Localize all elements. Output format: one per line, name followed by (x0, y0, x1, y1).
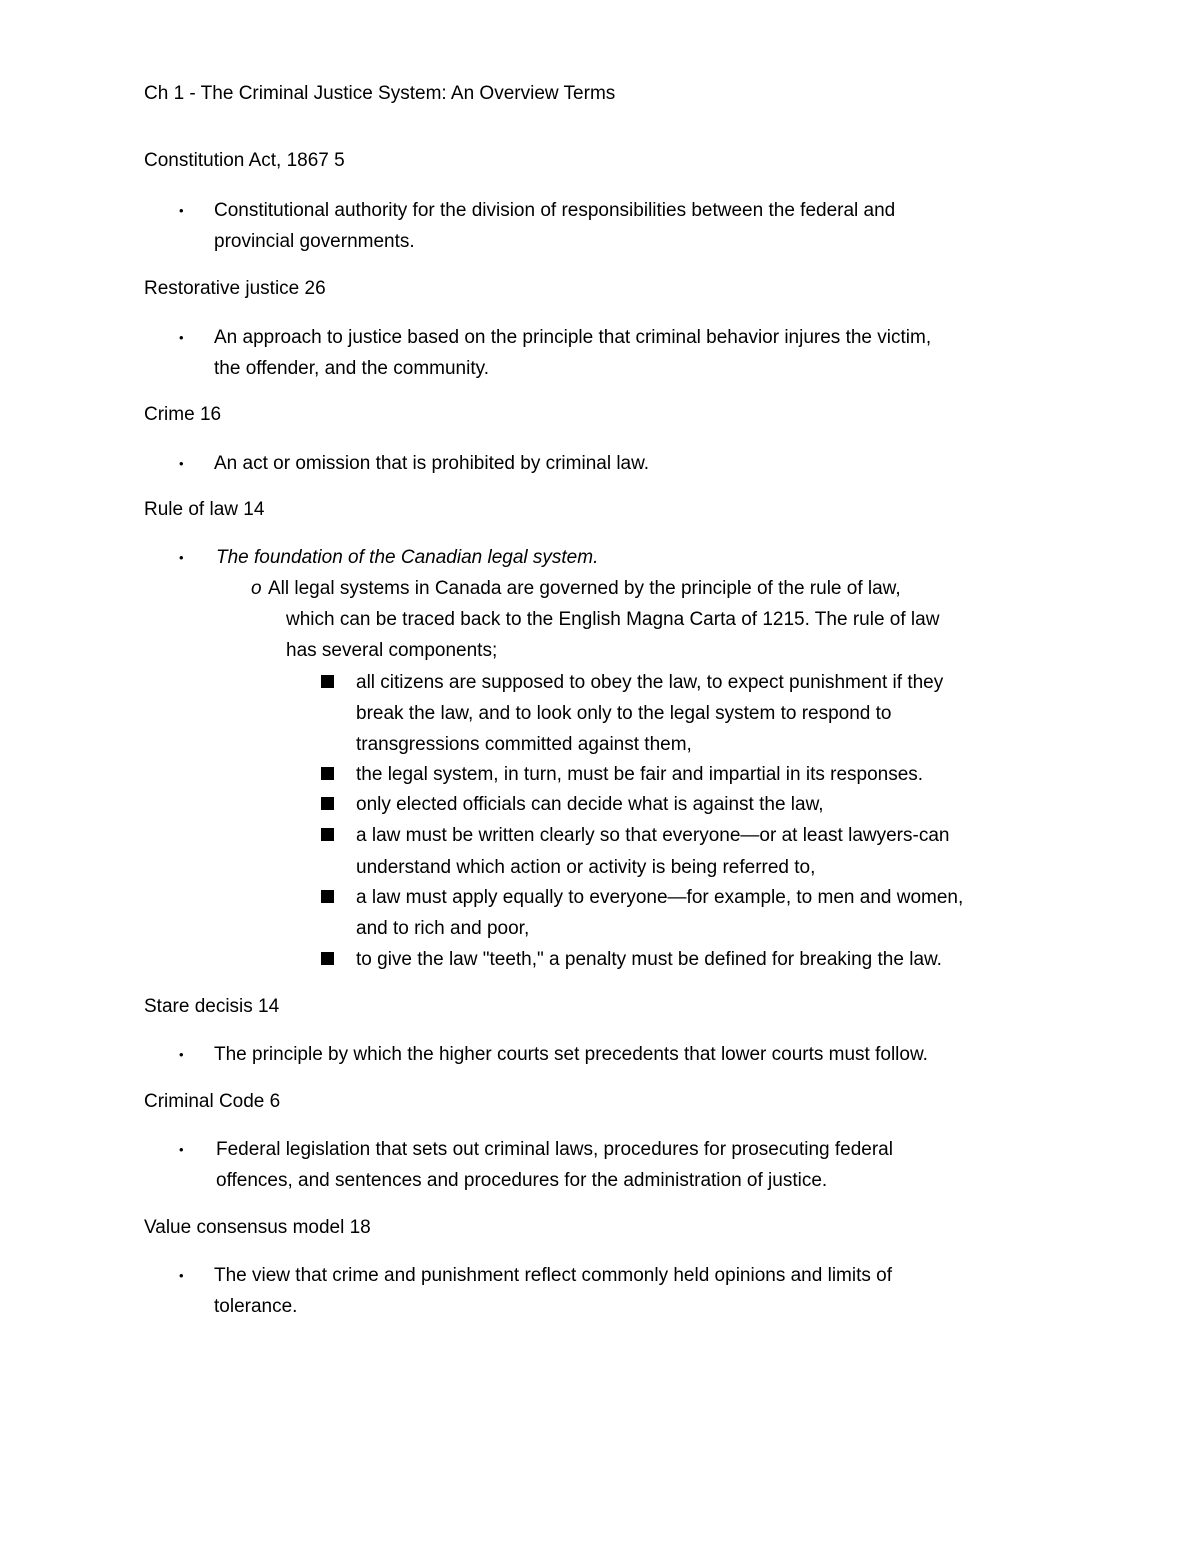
term-heading: Restorative justice 26 (144, 278, 326, 299)
term-definition-line: An act or omission that is prohibited by criminal law. (214, 453, 650, 474)
term-definition-line: Federal legislation that sets out criminal laws, procedures for prosecuting federal (216, 1139, 893, 1160)
component-line: and to rich and poor, (356, 918, 530, 939)
sub-bullet-icon: o (251, 578, 262, 599)
component-line: only elected officials can decide what is against the law, (356, 794, 824, 815)
component-line: a law must apply equally to everyone—for example, to men and women, (356, 887, 964, 908)
sub-bullet-line: All legal systems in Canada are governed by the principle of the rule of law, (268, 578, 901, 599)
page-title: Ch 1 - The Criminal Justice System: An Overview Terms (144, 83, 616, 104)
term-heading: Value consensus model 18 (144, 1217, 371, 1238)
term-definition-line: tolerance. (214, 1296, 298, 1317)
component-line: understand which action or activity is being referred to, (356, 857, 816, 878)
square-bullet-icon (321, 675, 334, 688)
component-line: transgressions committed against them, (356, 734, 692, 755)
square-bullet-icon (321, 767, 334, 780)
term-definition-line: An approach to justice based on the principle that criminal behavior injures the victim, (214, 327, 932, 348)
component-line: the legal system, in turn, must be fair and impartial in its responses. (356, 764, 924, 785)
term-definition-line: offences, and sentences and procedures for the administration of justice. (216, 1170, 828, 1191)
component-line: all citizens are supposed to obey the law, to expect punishment if they (356, 672, 944, 693)
sub-bullet-line: has several components; (286, 640, 498, 661)
square-bullet-icon (321, 952, 334, 965)
bullet-icon: • (179, 1047, 184, 1062)
term-definition-line: Constitutional authority for the division of responsibilities between the federal and (214, 200, 896, 221)
bullet-icon: • (179, 1268, 184, 1283)
term-heading: Stare decisis 14 (144, 996, 280, 1017)
term-heading: Crime 16 (144, 404, 222, 425)
term-definition-line: provincial governments. (214, 231, 415, 252)
term-heading: Constitution Act, 1867 5 (144, 150, 345, 171)
term-definition-line: The principle by which the higher courts set precedents that lower courts must follow. (214, 1044, 928, 1065)
bullet-icon: • (179, 550, 184, 565)
sub-bullet-line: which can be traced back to the English Magna Carta of 1215. The rule of law (286, 609, 940, 630)
term-heading: Criminal Code 6 (144, 1091, 281, 1112)
bullet-icon: • (179, 203, 184, 218)
component-line: a law must be written clearly so that everyone—or at least lawyers-can (356, 825, 950, 846)
component-line: break the law, and to look only to the legal system to respond to (356, 703, 892, 724)
term-heading: Rule of law 14 (144, 499, 265, 520)
square-bullet-icon (321, 890, 334, 903)
square-bullet-icon (321, 828, 334, 841)
bullet-icon: • (179, 330, 184, 345)
term-definition-line: The view that crime and punishment reflect commonly held opinions and limits of (214, 1265, 892, 1286)
component-line: to give the law "teeth," a penalty must be defined for breaking the law. (356, 949, 942, 970)
bullet-icon: • (179, 1142, 184, 1157)
term-definition-line: The foundation of the Canadian legal system. (216, 547, 599, 568)
bullet-icon: • (179, 456, 184, 471)
term-definition-line: the offender, and the community. (214, 358, 489, 379)
square-bullet-icon (321, 797, 334, 810)
